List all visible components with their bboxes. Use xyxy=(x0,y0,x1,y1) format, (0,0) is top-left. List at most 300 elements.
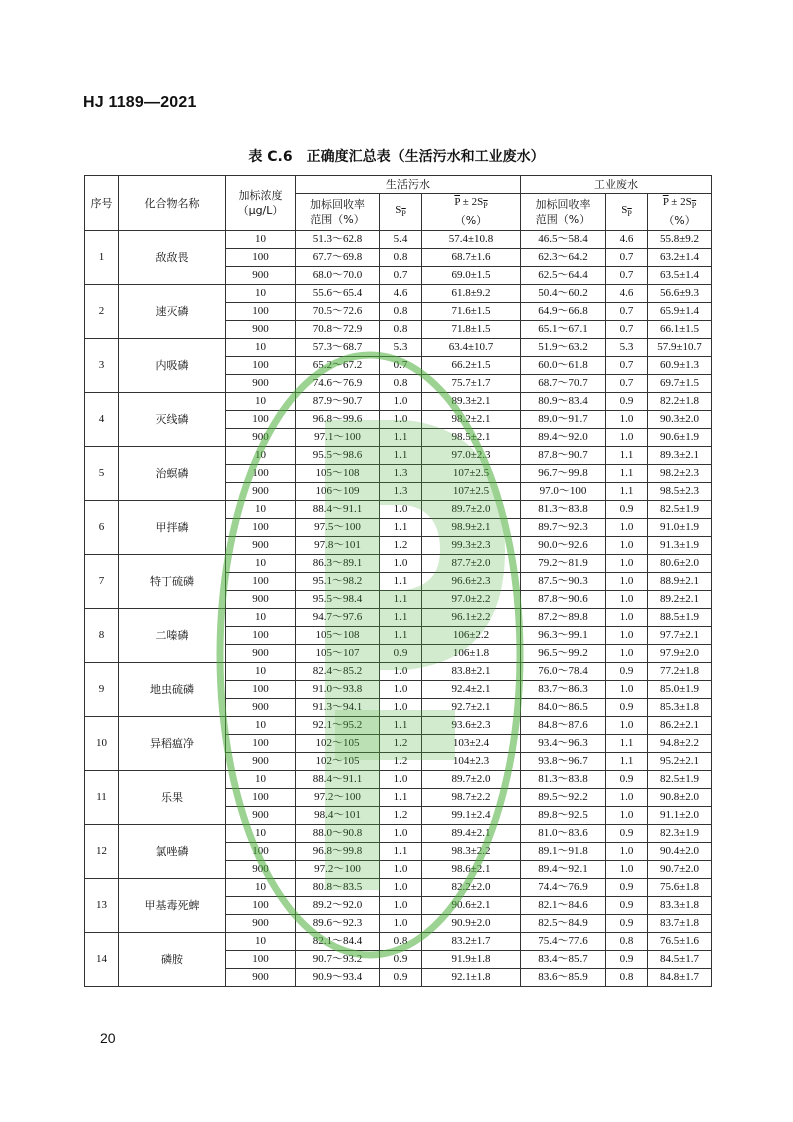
page-number: 20 xyxy=(100,1030,116,1046)
compound-name-cell: 特丁硫磷 xyxy=(119,555,226,609)
domestic-range-cell: 65.2～67.2 xyxy=(296,357,380,375)
industrial-sp-cell: 1.1 xyxy=(606,465,648,483)
industrial-range-cell: 83.7～86.3 xyxy=(521,681,606,699)
concentration-cell: 100 xyxy=(226,357,296,375)
domestic-sp-cell: 1.1 xyxy=(380,447,422,465)
domestic-range-cell: 90.7～93.2 xyxy=(296,951,380,969)
domestic-range-cell: 82.1～84.4 xyxy=(296,933,380,951)
header-domestic-text: 生活污水 xyxy=(386,178,430,191)
industrial-sp-cell: 1.0 xyxy=(606,429,648,447)
domestic-sp-cell: 1.3 xyxy=(380,483,422,501)
domestic-sp-cell: 1.2 xyxy=(380,753,422,771)
seq-cell: 10 xyxy=(85,717,119,771)
concentration-cell: 10 xyxy=(226,447,296,465)
industrial-sp-cell: 0.9 xyxy=(606,699,648,717)
domestic-sp-cell: 1.0 xyxy=(380,861,422,879)
industrial-pvalue-cell: 63.2±1.4 xyxy=(648,249,712,267)
industrial-sp-cell: 0.9 xyxy=(606,915,648,933)
domestic-range-cell: 97.1～100 xyxy=(296,429,380,447)
industrial-pvalue-cell: 97.9±2.0 xyxy=(648,645,712,663)
industrial-range-cell: 96.5～99.2 xyxy=(521,645,606,663)
domestic-sp-cell: 0.9 xyxy=(380,951,422,969)
header-seq xyxy=(85,176,119,231)
domestic-sp-cell: 1.1 xyxy=(380,429,422,447)
compound-name-cell: 灭线磷 xyxy=(119,393,226,447)
industrial-pvalue-cell: 85.3±1.8 xyxy=(648,699,712,717)
header-domestic-pct: （%） xyxy=(454,214,488,228)
domestic-range-cell: 97.8～101 xyxy=(296,537,380,555)
domestic-range-cell: 105～107 xyxy=(296,645,380,663)
concentration-cell: 100 xyxy=(226,411,296,429)
domestic-range-cell: 74.6～76.9 xyxy=(296,375,380,393)
industrial-range-cell: 74.4～76.9 xyxy=(521,879,606,897)
domestic-sp-cell: 1.2 xyxy=(380,537,422,555)
concentration-cell: 100 xyxy=(226,519,296,537)
concentration-cell: 100 xyxy=(226,951,296,969)
industrial-sp-cell: 0.9 xyxy=(606,501,648,519)
domestic-pvalue-cell: 92.7±2.1 xyxy=(422,699,521,717)
industrial-pvalue-cell: 77.2±1.8 xyxy=(648,663,712,681)
domestic-range-cell: 91.0～93.8 xyxy=(296,681,380,699)
industrial-sp-cell: 1.0 xyxy=(606,789,648,807)
compound-name-cell: 地虫硫磷 xyxy=(119,663,226,717)
industrial-sp-cell: 1.1 xyxy=(606,447,648,465)
industrial-sp-cell: 1.0 xyxy=(606,717,648,735)
industrial-sp-cell: 0.9 xyxy=(606,825,648,843)
industrial-pvalue-cell: 63.5±1.4 xyxy=(648,267,712,285)
compound-name-cell: 乐果 xyxy=(119,771,226,825)
domestic-range-cell: 96.8～99.6 xyxy=(296,411,380,429)
concentration-cell: 100 xyxy=(226,465,296,483)
industrial-range-cell: 68.7～70.7 xyxy=(521,375,606,393)
table-row xyxy=(85,933,712,951)
industrial-sp-cell: 0.9 xyxy=(606,771,648,789)
industrial-pvalue-cell: 94.8±2.2 xyxy=(648,735,712,753)
industrial-pvalue-cell: 90.3±2.0 xyxy=(648,411,712,429)
domestic-range-cell: 88.4～91.1 xyxy=(296,771,380,789)
industrial-pvalue-cell: 86.2±2.1 xyxy=(648,717,712,735)
domestic-pvalue-cell: 71.6±1.5 xyxy=(422,303,521,321)
concentration-cell: 10 xyxy=(226,339,296,357)
concentration-cell: 10 xyxy=(226,663,296,681)
industrial-pvalue-cell: 98.2±2.3 xyxy=(648,465,712,483)
domestic-range-cell: 105～108 xyxy=(296,627,380,645)
domestic-sp-cell: 5.4 xyxy=(380,231,422,249)
industrial-sp-cell: 1.0 xyxy=(606,537,648,555)
domestic-range-cell: 92.1～95.2 xyxy=(296,717,380,735)
domestic-range-cell: 57.3～68.7 xyxy=(296,339,380,357)
domestic-pvalue-cell: 103±2.4 xyxy=(422,735,521,753)
industrial-pvalue-cell: 56.6±9.3 xyxy=(648,285,712,303)
industrial-range-cell: 60.0～61.8 xyxy=(521,357,606,375)
domestic-pvalue-cell: 83.2±1.7 xyxy=(422,933,521,951)
compound-name-cell: 治螟磷 xyxy=(119,447,226,501)
industrial-sp-cell: 0.9 xyxy=(606,879,648,897)
industrial-pvalue-cell: 95.2±2.1 xyxy=(648,753,712,771)
seq-cell: 12 xyxy=(85,825,119,879)
industrial-range-cell: 89.4～92.0 xyxy=(521,429,606,447)
seq-cell: 1 xyxy=(85,231,119,285)
accuracy-summary-table xyxy=(84,175,712,987)
domestic-pvalue-cell: 106±2.2 xyxy=(422,627,521,645)
industrial-range-cell: 96.3～99.1 xyxy=(521,627,606,645)
domestic-range-cell: 106～109 xyxy=(296,483,380,501)
domestic-pvalue-cell: 63.4±10.7 xyxy=(422,339,521,357)
header-industrial-text: 工业废水 xyxy=(594,178,638,191)
table-row xyxy=(85,339,712,357)
domestic-pvalue-cell: 97.0±2.3 xyxy=(422,447,521,465)
domestic-pvalue-cell: 107±2.5 xyxy=(422,483,521,501)
table-row xyxy=(85,609,712,627)
domestic-range-cell: 89.6～92.3 xyxy=(296,915,380,933)
industrial-pvalue-cell: 98.5±2.3 xyxy=(648,483,712,501)
seq-cell: 4 xyxy=(85,393,119,447)
industrial-sp-cell: 1.0 xyxy=(606,411,648,429)
concentration-cell: 900 xyxy=(226,753,296,771)
industrial-sp-cell: 0.8 xyxy=(606,969,648,987)
seq-cell: 3 xyxy=(85,339,119,393)
industrial-range-cell: 89.4～92.1 xyxy=(521,861,606,879)
domestic-range-cell: 90.9～93.4 xyxy=(296,969,380,987)
header-seq-text: 序号 xyxy=(90,196,113,210)
compound-name-cell: 异稻瘟净 xyxy=(119,717,226,771)
seq-cell: 14 xyxy=(85,933,119,987)
table-row xyxy=(85,771,712,789)
domestic-range-cell: 94.7～97.6 xyxy=(296,609,380,627)
industrial-sp-cell: 1.0 xyxy=(606,843,648,861)
seq-cell: 2 xyxy=(85,285,119,339)
header-industrial-sp-sub: P xyxy=(627,209,632,219)
industrial-sp-cell: 0.7 xyxy=(606,321,648,339)
industrial-range-cell: 97.0～100 xyxy=(521,483,606,501)
domestic-sp-cell: 1.0 xyxy=(380,663,422,681)
industrial-range-cell: 76.0～78.4 xyxy=(521,663,606,681)
industrial-pvalue-cell: 65.9±1.4 xyxy=(648,303,712,321)
domestic-range-cell: 97.2～100 xyxy=(296,789,380,807)
industrial-range-cell: 89.1～91.8 xyxy=(521,843,606,861)
header-domestic-sp-sub: P xyxy=(401,209,406,219)
domestic-sp-cell: 1.0 xyxy=(380,699,422,717)
domestic-range-cell: 96.8～99.8 xyxy=(296,843,380,861)
concentration-cell: 10 xyxy=(226,393,296,411)
domestic-range-cell: 87.9～90.7 xyxy=(296,393,380,411)
domestic-sp-cell: 1.0 xyxy=(380,555,422,573)
industrial-pvalue-cell: 91.3±1.9 xyxy=(648,537,712,555)
industrial-pvalue-cell: 57.9±10.7 xyxy=(648,339,712,357)
industrial-sp-cell: 1.0 xyxy=(606,573,648,591)
header-domestic-pm: ± 2S xyxy=(460,195,484,208)
domestic-pvalue-cell: 66.2±1.5 xyxy=(422,357,521,375)
header-domestic-sp xyxy=(380,194,422,231)
domestic-pvalue-cell: 83.8±2.1 xyxy=(422,663,521,681)
industrial-range-cell: 87.2～89.8 xyxy=(521,609,606,627)
domestic-pvalue-cell: 89.4±2.1 xyxy=(422,825,521,843)
domestic-pvalue-cell: 98.9±2.1 xyxy=(422,519,521,537)
industrial-range-cell: 89.7～92.3 xyxy=(521,519,606,537)
domestic-range-cell: 88.0～90.8 xyxy=(296,825,380,843)
industrial-pvalue-cell: 90.8±2.0 xyxy=(648,789,712,807)
concentration-cell: 100 xyxy=(226,303,296,321)
concentration-cell: 900 xyxy=(226,375,296,393)
industrial-pvalue-cell: 82.2±1.8 xyxy=(648,393,712,411)
domestic-sp-cell: 1.2 xyxy=(380,735,422,753)
concentration-cell: 10 xyxy=(226,771,296,789)
concentration-cell: 10 xyxy=(226,825,296,843)
seq-cell: 9 xyxy=(85,663,119,717)
domestic-sp-cell: 1.1 xyxy=(380,591,422,609)
domestic-pvalue-cell: 89.3±2.1 xyxy=(422,393,521,411)
domestic-sp-cell: 1.0 xyxy=(380,501,422,519)
concentration-cell: 100 xyxy=(226,627,296,645)
domestic-pvalue-cell: 89.7±2.0 xyxy=(422,501,521,519)
industrial-pvalue-cell: 97.7±2.1 xyxy=(648,627,712,645)
domestic-pvalue-cell: 89.7±2.0 xyxy=(422,771,521,789)
industrial-pvalue-cell: 76.5±1.6 xyxy=(648,933,712,951)
seq-cell: 6 xyxy=(85,501,119,555)
industrial-range-cell: 82.5～84.9 xyxy=(521,915,606,933)
compound-name-cell: 甲拌磷 xyxy=(119,501,226,555)
header-concentration-text: 加标浓度（μg/L） xyxy=(237,189,284,217)
industrial-pvalue-cell: 82.3±1.9 xyxy=(648,825,712,843)
domestic-sp-cell: 1.1 xyxy=(380,609,422,627)
domestic-sp-cell: 0.9 xyxy=(380,969,422,987)
domestic-sp-cell: 1.1 xyxy=(380,717,422,735)
header-industrial-pm-sub: P xyxy=(691,201,697,211)
header-domestic-range xyxy=(296,194,380,231)
domestic-range-cell: 55.6～65.4 xyxy=(296,285,380,303)
industrial-pvalue-cell: 82.5±1.9 xyxy=(648,501,712,519)
industrial-sp-cell: 0.7 xyxy=(606,375,648,393)
industrial-range-cell: 84.0～86.5 xyxy=(521,699,606,717)
domestic-sp-cell: 4.6 xyxy=(380,285,422,303)
industrial-sp-cell: 1.0 xyxy=(606,591,648,609)
industrial-sp-cell: 1.1 xyxy=(606,483,648,501)
domestic-sp-cell: 1.0 xyxy=(380,411,422,429)
industrial-range-cell: 87.8～90.6 xyxy=(521,591,606,609)
domestic-range-cell: 97.2～100 xyxy=(296,861,380,879)
industrial-range-cell: 83.6～85.9 xyxy=(521,969,606,987)
table-row xyxy=(85,285,712,303)
industrial-pvalue-cell: 90.7±2.0 xyxy=(648,861,712,879)
domestic-pvalue-cell: 106±1.8 xyxy=(422,645,521,663)
concentration-cell: 900 xyxy=(226,861,296,879)
header-industrial-sp xyxy=(606,194,648,231)
header-industrial xyxy=(521,176,712,194)
industrial-range-cell: 82.1～84.6 xyxy=(521,897,606,915)
concentration-cell: 900 xyxy=(226,267,296,285)
industrial-range-cell: 46.5～58.4 xyxy=(521,231,606,249)
industrial-range-cell: 62.3～64.2 xyxy=(521,249,606,267)
header-industrial-range-text: 加标回收率范围（%） xyxy=(535,198,591,226)
concentration-cell: 900 xyxy=(226,483,296,501)
industrial-sp-cell: 1.0 xyxy=(606,807,648,825)
domestic-pvalue-cell: 96.6±2.3 xyxy=(422,573,521,591)
industrial-sp-cell: 1.0 xyxy=(606,645,648,663)
domestic-range-cell: 70.8～72.9 xyxy=(296,321,380,339)
domestic-range-cell: 95.5～98.6 xyxy=(296,447,380,465)
domestic-pvalue-cell: 104±2.3 xyxy=(422,753,521,771)
table-row xyxy=(85,663,712,681)
header-industrial-pbar-symbol: $\overline{P}$ xyxy=(662,195,669,208)
industrial-pvalue-cell: 83.3±1.8 xyxy=(648,897,712,915)
domestic-sp-cell: 0.7 xyxy=(380,357,422,375)
industrial-sp-cell: 1.0 xyxy=(606,861,648,879)
concentration-cell: 100 xyxy=(226,681,296,699)
domestic-sp-cell: 1.0 xyxy=(380,393,422,411)
domestic-pvalue-cell: 99.1±2.4 xyxy=(422,807,521,825)
concentration-cell: 10 xyxy=(226,501,296,519)
domestic-sp-cell: 1.1 xyxy=(380,627,422,645)
industrial-range-cell: 50.4～60.2 xyxy=(521,285,606,303)
industrial-pvalue-cell: 90.6±1.9 xyxy=(648,429,712,447)
industrial-pvalue-cell: 60.9±1.3 xyxy=(648,357,712,375)
domestic-range-cell: 51.3～62.8 xyxy=(296,231,380,249)
domestic-sp-cell: 0.8 xyxy=(380,321,422,339)
domestic-pvalue-cell: 71.8±1.5 xyxy=(422,321,521,339)
compound-name-cell: 氯唑磷 xyxy=(119,825,226,879)
domestic-pvalue-cell: 69.0±1.5 xyxy=(422,267,521,285)
domestic-range-cell: 95.5～98.4 xyxy=(296,591,380,609)
domestic-sp-cell: 1.3 xyxy=(380,465,422,483)
domestic-sp-cell: 0.8 xyxy=(380,933,422,951)
domestic-sp-cell: 0.8 xyxy=(380,303,422,321)
domestic-pvalue-cell: 98.3±2.2 xyxy=(422,843,521,861)
domestic-sp-cell: 1.0 xyxy=(380,825,422,843)
header-domestic xyxy=(296,176,521,194)
domestic-sp-cell: 1.0 xyxy=(380,879,422,897)
concentration-cell: 900 xyxy=(226,699,296,717)
compound-name-cell: 二嗪磷 xyxy=(119,609,226,663)
industrial-range-cell: 96.7～99.8 xyxy=(521,465,606,483)
industrial-range-cell: 65.1～67.1 xyxy=(521,321,606,339)
industrial-range-cell: 89.8～92.5 xyxy=(521,807,606,825)
concentration-cell: 10 xyxy=(226,717,296,735)
domestic-range-cell: 70.5～72.6 xyxy=(296,303,380,321)
domestic-sp-cell: 0.9 xyxy=(380,645,422,663)
concentration-cell: 100 xyxy=(226,897,296,915)
concentration-cell: 10 xyxy=(226,933,296,951)
industrial-sp-cell: 0.7 xyxy=(606,249,648,267)
concentration-cell: 10 xyxy=(226,879,296,897)
header-domestic-pbar xyxy=(422,194,521,231)
domestic-pvalue-cell: 92.1±1.8 xyxy=(422,969,521,987)
table-row xyxy=(85,501,712,519)
concentration-cell: 10 xyxy=(226,285,296,303)
concentration-cell: 900 xyxy=(226,807,296,825)
industrial-sp-cell: 1.0 xyxy=(606,555,648,573)
header-industrial-pm: ± 2S xyxy=(668,195,692,208)
industrial-sp-cell: 1.0 xyxy=(606,609,648,627)
domestic-pvalue-cell: 82.2±2.0 xyxy=(422,879,521,897)
domestic-sp-cell: 1.1 xyxy=(380,843,422,861)
industrial-pvalue-cell: 88.5±1.9 xyxy=(648,609,712,627)
domestic-pvalue-cell: 93.6±2.3 xyxy=(422,717,521,735)
domestic-pvalue-cell: 87.7±2.0 xyxy=(422,555,521,573)
header-industrial-pbar xyxy=(648,194,712,231)
compound-name-cell: 速灭磷 xyxy=(119,285,226,339)
concentration-cell: 900 xyxy=(226,969,296,987)
industrial-pvalue-cell: 91.0±1.9 xyxy=(648,519,712,537)
industrial-sp-cell: 1.0 xyxy=(606,519,648,537)
industrial-range-cell: 51.9～63.2 xyxy=(521,339,606,357)
concentration-cell: 10 xyxy=(226,231,296,249)
domestic-pvalue-cell: 107±2.5 xyxy=(422,465,521,483)
header-industrial-pct: （%） xyxy=(663,214,696,228)
industrial-range-cell: 89.5～92.2 xyxy=(521,789,606,807)
industrial-range-cell: 62.5～64.4 xyxy=(521,267,606,285)
table-title: 表 C.6 正确度汇总表（生活污水和工业废水） xyxy=(248,149,545,165)
industrial-pvalue-cell: 69.7±1.5 xyxy=(648,375,712,393)
domestic-pvalue-cell: 99.3±2.3 xyxy=(422,537,521,555)
domestic-pvalue-cell: 57.4±10.8 xyxy=(422,231,521,249)
industrial-range-cell: 81.3～83.8 xyxy=(521,501,606,519)
industrial-sp-cell: 0.7 xyxy=(606,267,648,285)
industrial-range-cell: 81.0～83.6 xyxy=(521,825,606,843)
domestic-sp-cell: 5.3 xyxy=(380,339,422,357)
industrial-sp-cell: 1.0 xyxy=(606,681,648,699)
industrial-pvalue-cell: 91.1±2.0 xyxy=(648,807,712,825)
domestic-range-cell: 95.1～98.2 xyxy=(296,573,380,591)
concentration-cell: 10 xyxy=(226,555,296,573)
industrial-pvalue-cell: 82.5±1.9 xyxy=(648,771,712,789)
industrial-sp-cell: 1.0 xyxy=(606,627,648,645)
domestic-pvalue-cell: 98.6±2.1 xyxy=(422,861,521,879)
industrial-pvalue-cell: 83.7±1.8 xyxy=(648,915,712,933)
industrial-sp-cell: 0.9 xyxy=(606,393,648,411)
domestic-sp-cell: 1.1 xyxy=(380,519,422,537)
concentration-cell: 100 xyxy=(226,249,296,267)
domestic-range-cell: 82.4～85.2 xyxy=(296,663,380,681)
table-row xyxy=(85,447,712,465)
concentration-cell: 100 xyxy=(226,843,296,861)
domestic-pvalue-cell: 75.7±1.7 xyxy=(422,375,521,393)
concentration-cell: 100 xyxy=(226,789,296,807)
domestic-range-cell: 102～105 xyxy=(296,735,380,753)
industrial-pvalue-cell: 80.6±2.0 xyxy=(648,555,712,573)
industrial-pvalue-cell: 90.4±2.0 xyxy=(648,843,712,861)
domestic-sp-cell: 1.1 xyxy=(380,573,422,591)
compound-name-cell: 敌敌畏 xyxy=(119,231,226,285)
industrial-sp-cell: 4.6 xyxy=(606,231,648,249)
domestic-sp-cell: 1.2 xyxy=(380,807,422,825)
industrial-sp-cell: 1.1 xyxy=(606,753,648,771)
header-domestic-pm-sub: P xyxy=(483,201,488,211)
compound-name-cell: 磷胺 xyxy=(119,933,226,987)
industrial-sp-cell: 0.7 xyxy=(606,357,648,375)
table-row xyxy=(85,555,712,573)
industrial-sp-cell: 0.7 xyxy=(606,303,648,321)
domestic-sp-cell: 0.8 xyxy=(380,375,422,393)
industrial-sp-cell: 0.8 xyxy=(606,933,648,951)
concentration-cell: 900 xyxy=(226,591,296,609)
header-industrial-sp-symbol: S xyxy=(621,203,628,216)
domestic-sp-cell: 1.1 xyxy=(380,789,422,807)
industrial-range-cell: 79.2～81.9 xyxy=(521,555,606,573)
domestic-pvalue-cell: 98.2±2.1 xyxy=(422,411,521,429)
concentration-cell: 900 xyxy=(226,321,296,339)
industrial-sp-cell: 4.6 xyxy=(606,285,648,303)
domestic-sp-cell: 1.0 xyxy=(380,681,422,699)
industrial-range-cell: 87.8～90.7 xyxy=(521,447,606,465)
concentration-cell: 100 xyxy=(226,735,296,753)
domestic-range-cell: 91.3～94.1 xyxy=(296,699,380,717)
domestic-range-cell: 88.4～91.1 xyxy=(296,501,380,519)
domestic-range-cell: 68.0～70.0 xyxy=(296,267,380,285)
industrial-pvalue-cell: 84.5±1.7 xyxy=(648,951,712,969)
concentration-cell: 900 xyxy=(226,429,296,447)
industrial-pvalue-cell: 89.3±2.1 xyxy=(648,447,712,465)
industrial-range-cell: 93.8～96.7 xyxy=(521,753,606,771)
